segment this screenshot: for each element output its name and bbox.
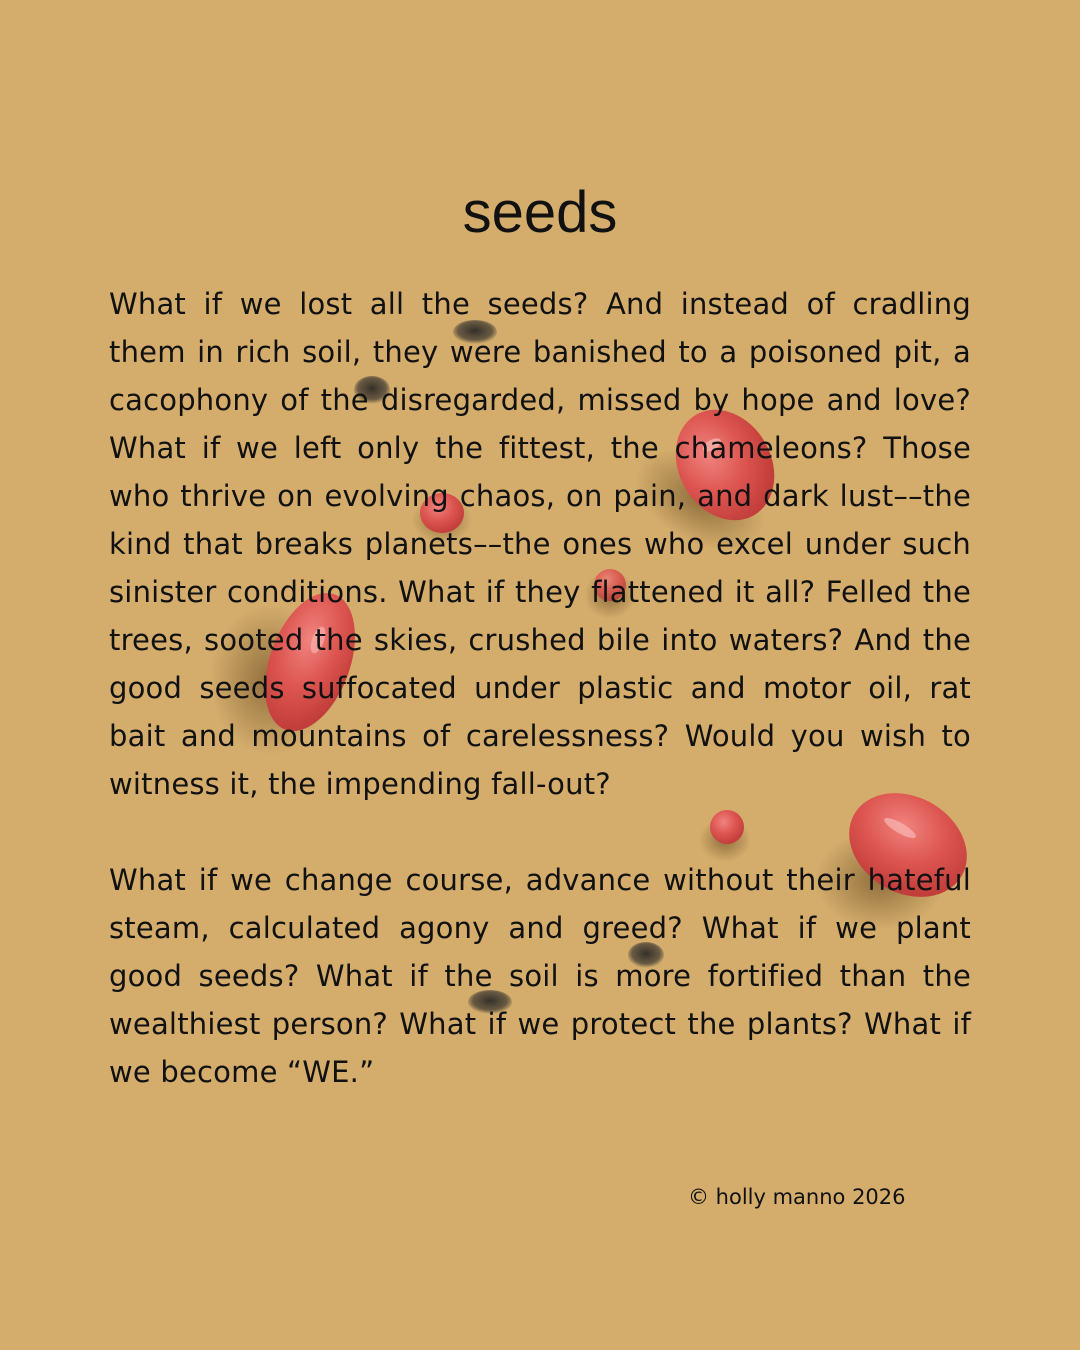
poem-stanza: What if we lost all the seeds? And instead of cradling them in rich soil, they were banished to a poisoned pit, a cacophony of the disregarded, missed by hope and love? What if we left only the fittest, the chameleons? Those who thrive on evolving chaos, on pain, and dark lust––the kind that breaks planets––the ones who excel under such sinister conditions. What if they flattened it all? Felled the trees, sooted the skies, crushed bile into waters? And the good seeds suffocated under plastic and motor oil, rat bait and mountains of carelessness? Would you wish to witness it, the impending fall-out? xyxy=(109,287,971,801)
copyright-notice: © holly manno 2026 xyxy=(688,1185,906,1209)
poem-body xyxy=(109,280,971,1096)
poem-title: seeds xyxy=(462,180,618,245)
poem-stanza: What if we change course, advance without their hateful steam, calculated agony and greed? What if we plant good seeds? What if the soil is more fortified than the wealthiest person? What if we protect the plants? What if we become “WE.” xyxy=(109,863,971,1089)
